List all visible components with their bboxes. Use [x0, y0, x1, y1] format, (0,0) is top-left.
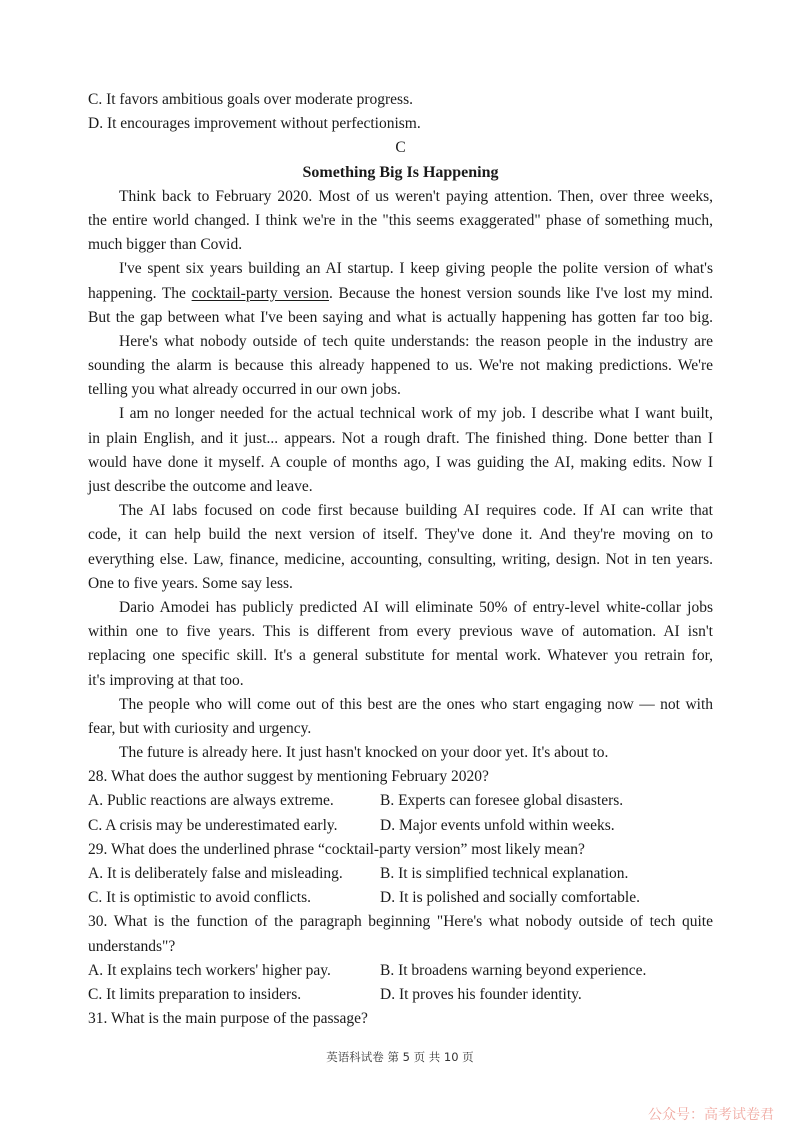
passage-line: everything else. Law, finance, medicine, accounting, consulting, writing, design. Not in ten years.: [88, 550, 713, 568]
passage-line: in plain English, and it just... appears. Not a rough draft. The finished thing. Done better than I: [88, 429, 713, 447]
passage-line: Dario Amodei has publicly predicted AI will eliminate 50% of entry-level white-collar jobs: [119, 598, 713, 616]
question-30-options-row-2: [88, 983, 713, 1007]
passage-line: fear, but with curiosity and urgency.: [88, 719, 312, 737]
option-c-prev: C. It favors ambitious goals over moderate progress.: [88, 91, 413, 108]
passage-line: just describe the outcome and leave.: [88, 478, 313, 495]
passage-line: the entire world changed. I think we're in the "this seems exaggerated" phase of something much,: [88, 211, 713, 229]
passage-line: code, it can help build the next version of itself. They've done it. And they're moving on to: [88, 526, 713, 544]
option-c: C. It limits preparation to insiders.: [88, 985, 302, 1003]
option-d: D. Major events unfold within weeks.: [380, 816, 615, 834]
option-b: B. It broadens warning beyond experience.: [380, 961, 647, 979]
exam-page: [88, 88, 713, 1031]
text-run: happening. The: [88, 284, 192, 302]
option-c: C. It is optimistic to avoid conflicts.: [88, 889, 312, 907]
question-31-stem: 31. What is the main purpose of the passage?: [88, 1010, 368, 1028]
passage-line: One to five years. Some say less.: [88, 574, 293, 592]
passage-line: I am no longer needed for the actual technical work of my job. I describe what I want built,: [119, 405, 713, 423]
option-b: B. It is simplified technical explanation.: [380, 865, 629, 882]
passage-line: sounding the alarm is because this already happened to us. We're not making predictions. We're: [88, 357, 713, 375]
question-29-stem: 29. What does the underlined phrase “cocktail-party version” most likely mean?: [88, 840, 585, 858]
passage-line: The AI labs focused on code first because building AI requires code. If AI can write that: [119, 502, 713, 520]
question-28-stem: 28. What does the author suggest by mentioning February 2020?: [88, 768, 489, 786]
option-d-prev: D. It encourages improvement without perfectionism.: [88, 115, 421, 133]
passage-line: within one to five years. This is different from every previous wave of automation. AI isn't: [88, 623, 713, 641]
passage-line: it's improving at that too.: [88, 671, 244, 689]
option-b: B. Experts can foresee global disasters.: [380, 792, 624, 810]
text-run: . Because the honest version sounds like I've lost my mind.: [328, 284, 713, 302]
option-a: A. It explains tech workers' higher pay.: [88, 961, 331, 979]
option-d: D. It is polished and socially comfortable.: [380, 889, 640, 907]
section-letter: C: [395, 139, 406, 157]
passage-line: telling you what already occurred in our own jobs.: [88, 381, 401, 399]
passage-line: Think back to February 2020. Most of us weren't paying attention. Then, over three weeks,: [119, 187, 713, 205]
option-d: D. It proves his founder identity.: [380, 985, 582, 1003]
passage-line: [88, 282, 713, 306]
page-footer: 英语科试卷 第 5 页 共 10 页: [326, 1050, 474, 1064]
option-c: C. A crisis may be underestimated early.: [88, 816, 338, 834]
option-a: A. It is deliberately false and misleading.: [88, 865, 343, 882]
passage-line: Here's what nobody outside of tech quite understands: the reason people in the industry are: [119, 332, 713, 350]
question-30-stem: 30. What is the function of the paragraph beginning "Here's what nobody outside of tech quite: [88, 913, 713, 931]
passage-title: Something Big Is Happening: [302, 163, 499, 181]
underlined-phrase: cocktail-party version: [191, 284, 329, 302]
question-29-options-row-2: [88, 886, 713, 910]
passage-line: But the gap between what I've been saying and what is actually happening has gotten far too big.: [88, 308, 713, 326]
passage-line: I've spent six years building an AI startup. I keep giving people the polite version of what's: [119, 260, 713, 278]
watermark: 公众号：高考试卷君: [648, 1107, 774, 1123]
option-a: A. Public reactions are always extreme.: [88, 792, 334, 810]
passage-line: The future is already here. It just hasn't knocked on your door yet. It's about to.: [119, 744, 609, 762]
passage-line: The people who will come out of this best are the ones who start engaging now — not with: [119, 695, 713, 713]
question-30-stem-cont: understands"?: [88, 937, 176, 955]
passage-line: replacing one specific skill. It's a general substitute for mental work. Whatever you retrain for,: [88, 647, 713, 665]
question-29-options-row-1: [88, 862, 713, 886]
passage-line: would have done it myself. A couple of months ago, I was guiding the AI, making edits. Now I: [88, 453, 713, 471]
passage-line: much bigger than Covid.: [88, 236, 243, 254]
question-30-options-row-1: [88, 959, 713, 983]
question-28-options-row-2: [88, 814, 713, 838]
question-28-options-row-1: [88, 789, 713, 813]
